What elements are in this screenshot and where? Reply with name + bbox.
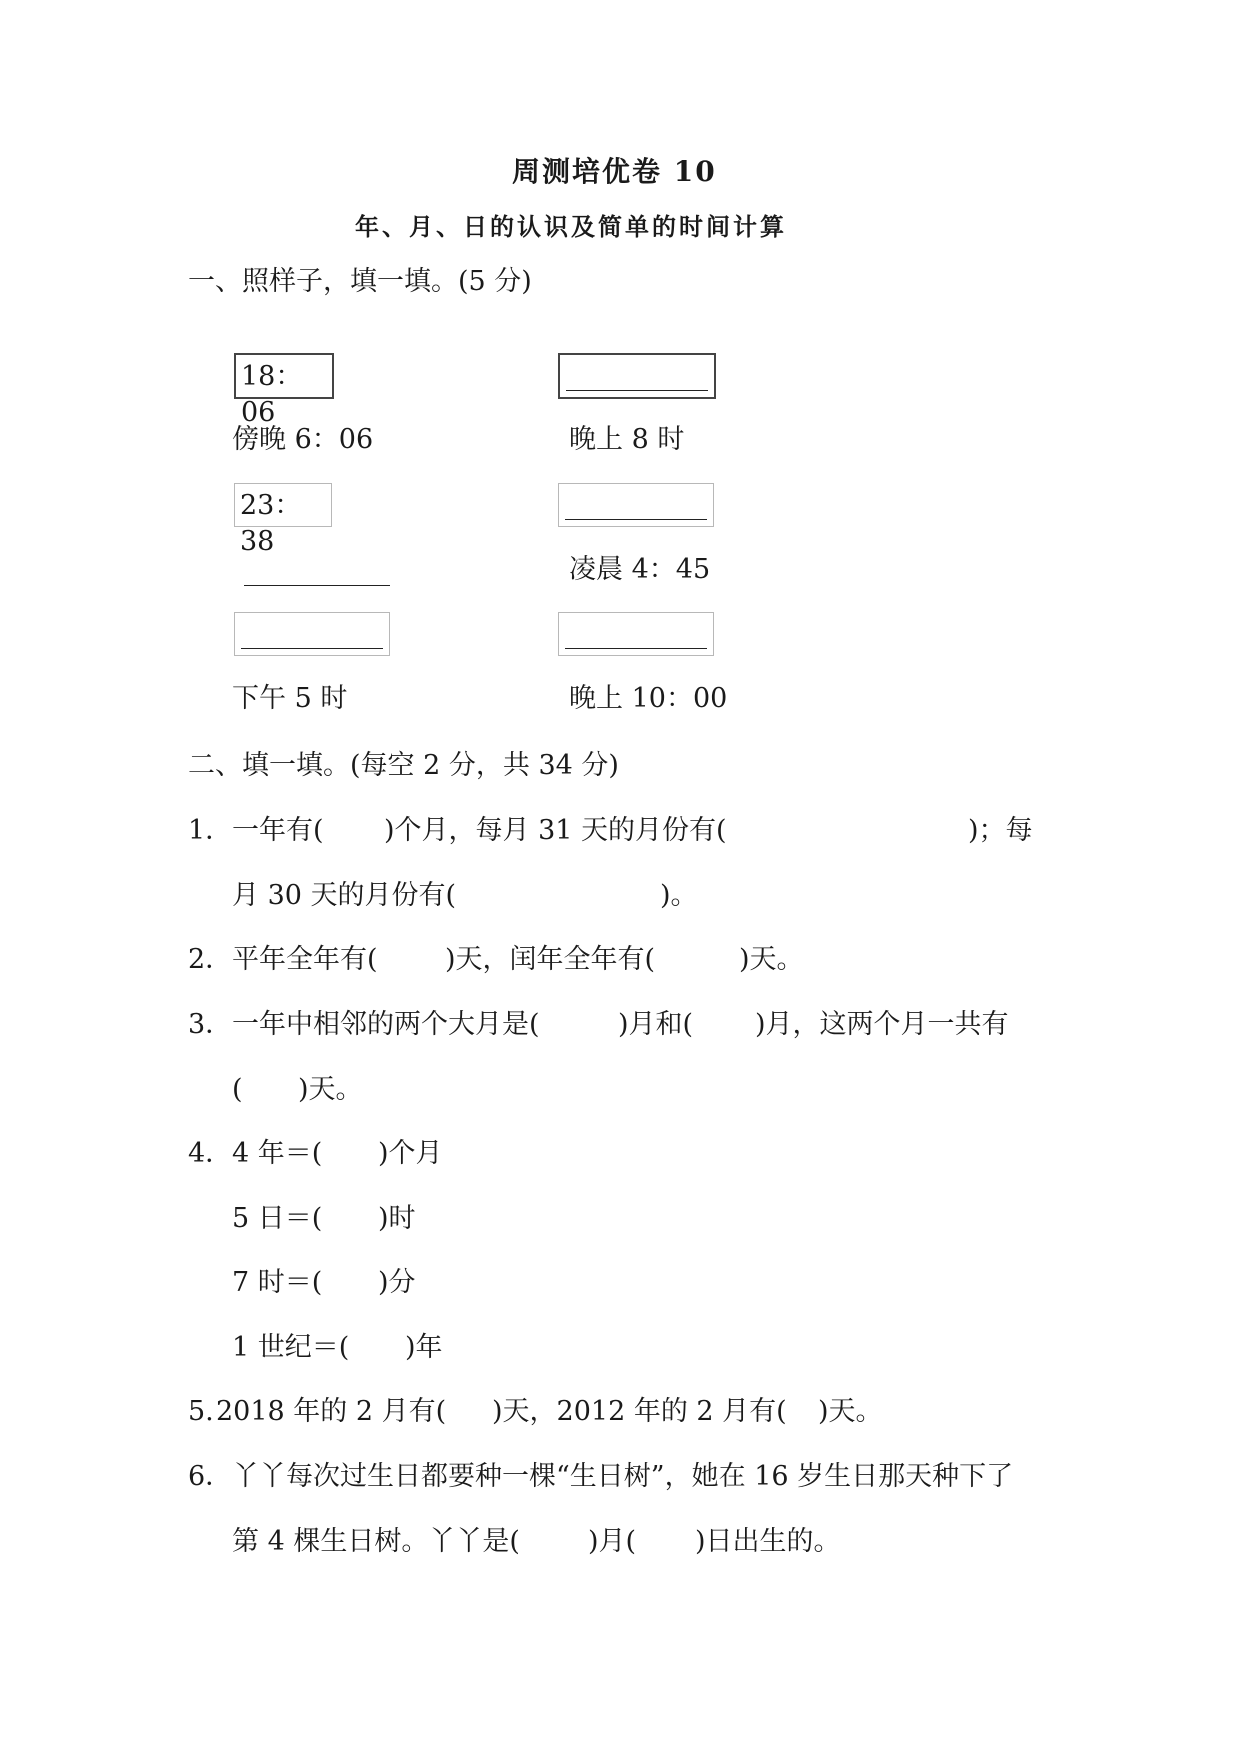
answer-box-1[interactable] xyxy=(558,353,716,399)
q2-text-b: )天，闰年全年有( xyxy=(445,944,656,975)
section2-heading: 二、填一填。(每空 2 分，共 34 分) xyxy=(188,750,619,781)
q6-text-c: )日出生的。 xyxy=(695,1526,841,1557)
q5-number: 5. xyxy=(188,1396,214,1427)
q4-row2-b: )时 xyxy=(378,1203,416,1234)
time-label-4: 凌晨 4：45 xyxy=(569,554,711,585)
q4-row3-b: )分 xyxy=(378,1267,416,1298)
answer-line xyxy=(565,519,707,520)
q6-text-a: 第 4 棵生日树。丫丫是( xyxy=(232,1526,520,1557)
time-box-value: 23：38 xyxy=(240,490,302,557)
q2-number: 2． xyxy=(188,944,233,975)
q4-row3-a: 7 时＝( xyxy=(232,1267,323,1298)
section1-heading: 一、照样子，填一填。(5 分) xyxy=(188,266,532,297)
q5-text-b: )天，2012 年的 2 月有( xyxy=(492,1396,787,1427)
time-label-6: 晚上 10：00 xyxy=(569,683,728,714)
q1-number: 1． xyxy=(188,815,233,846)
answer-line xyxy=(241,648,383,649)
q1-text-c: )；每 xyxy=(968,815,1033,846)
q3-number: 3． xyxy=(188,1009,233,1040)
answer-line-3[interactable] xyxy=(244,585,390,586)
answer-line xyxy=(565,648,707,649)
page-subtitle: 年、月、日的认识及简单的时间计算 xyxy=(355,212,787,241)
q5-text-a: 2018 年的 2 月有( xyxy=(216,1396,447,1427)
q2-text-c: )天。 xyxy=(739,944,804,975)
page-title: 周测培优卷 10 xyxy=(512,155,717,188)
q1-text-b: )个月，每月 31 天的月份有( xyxy=(384,815,727,846)
q5-text-c: )天。 xyxy=(818,1396,883,1427)
answer-box-5[interactable] xyxy=(234,612,390,656)
time-box-3 xyxy=(234,483,332,557)
answer-box-4[interactable] xyxy=(558,483,714,527)
time-box-value: 18：06 xyxy=(241,361,303,428)
q1-text-a: 一年有( xyxy=(232,815,324,846)
q3-text-c: )月，这两个月一共有 xyxy=(755,1009,1009,1040)
q3-text-d: ( xyxy=(232,1074,243,1105)
q6-text-b: )月( xyxy=(588,1526,637,1557)
time-label-5: 下午 5 时 xyxy=(232,683,348,714)
q4-row1-b: )个月 xyxy=(378,1138,443,1169)
q1-text-d: 月 30 天的月份有( xyxy=(232,880,457,911)
q4-row4-b: )年 xyxy=(405,1332,443,1363)
time-label-2: 晚上 8 时 xyxy=(569,424,685,455)
q3-text-a: 一年中相邻的两个大月是( xyxy=(232,1009,540,1040)
time-label-1: 傍晚 6：06 xyxy=(232,424,374,455)
answer-line xyxy=(566,390,708,391)
answer-box-6[interactable] xyxy=(558,612,714,656)
q2-text-a: 平年全年有( xyxy=(232,944,378,975)
q4-row2-a: 5 日＝( xyxy=(232,1203,323,1234)
time-box-1 xyxy=(234,353,334,428)
q4-row1-a: 4 年＝( xyxy=(232,1138,323,1169)
q3-text-e: )天。 xyxy=(298,1074,363,1105)
q1-text-e: )。 xyxy=(660,880,698,911)
q6-number: 6． xyxy=(188,1461,233,1492)
q4-number: 4． xyxy=(188,1138,233,1169)
q3-text-b: )月和( xyxy=(618,1009,694,1040)
q6-text-line1: 丫丫每次过生日都要种一棵“生日树”，她在 16 岁生日那天种下了 xyxy=(232,1461,1014,1492)
q4-row4-a: 1 世纪＝( xyxy=(232,1332,350,1363)
